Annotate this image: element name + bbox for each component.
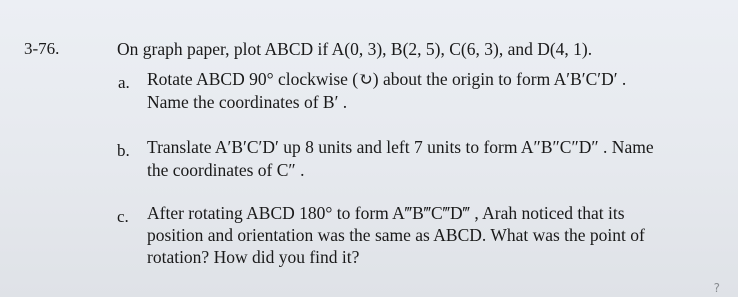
part-a-line-1: Rotate ABCD 90° clockwise (↻) about the origin to form A′B′C′D′ . <box>147 69 627 89</box>
part-c-line-3: rotation? How did you find it? <box>147 247 360 267</box>
problem-statement: On graph paper, plot ABCD if A(0, 3), B(2, 5), C(6, 3), and D(4, 1). <box>117 39 593 59</box>
part-a-line-2: Name the coordinates of B′ . <box>147 92 348 112</box>
part-b-line-2: the coordinates of C″ . <box>147 160 305 180</box>
corner-mark: ? <box>713 281 720 295</box>
part-c-line-2: position and orientation was the same as ABCD. What was the point of <box>147 225 645 245</box>
part-b-label: b. <box>117 141 130 160</box>
part-c-line-1: After rotating ABCD 180° to form A‴B‴C‴D‴ , Arah noticed that its <box>147 203 625 223</box>
problem-number: 3-76. <box>24 39 60 58</box>
part-b-line-1: Translate A′B′C′D′ up 8 units and left 7 units to form A″B″C″D″ . Name <box>147 137 654 157</box>
part-a-label: a. <box>118 73 130 92</box>
part-c-label: c. <box>117 207 129 226</box>
